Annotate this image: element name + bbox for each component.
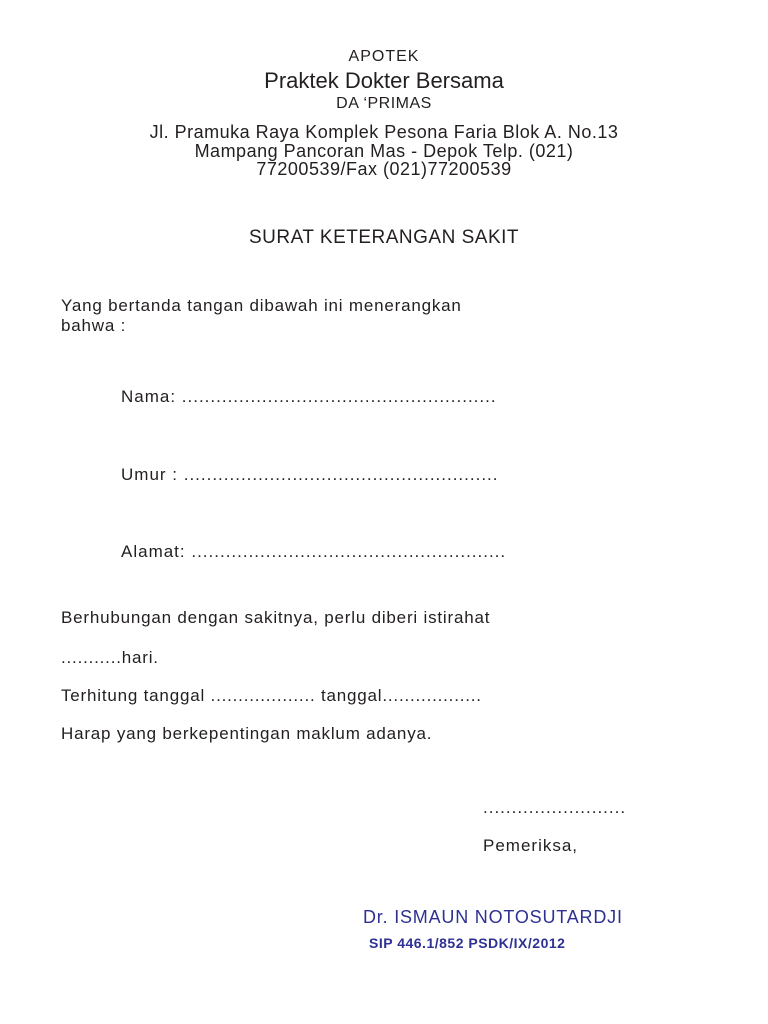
closing-statement: Harap yang berkepentingan maklum adanya. — [61, 724, 433, 743]
doctor-name: Dr. ISMAUN NOTOSUTARDJI — [363, 907, 623, 927]
signature-role: Pemeriksa, — [483, 836, 579, 855]
pharmacy-label: APOTEK — [348, 48, 420, 65]
address-line-3: 77200539/Fax (021)77200539 — [256, 159, 512, 179]
intro-line-2: bahwa : — [61, 316, 127, 335]
rest-statement: Berhubungan dengan sakitnya, perlu diberi istirahat — [61, 608, 491, 627]
field-nama: Nama: ....................................................... — [121, 387, 497, 406]
doctor-sip: SIP 446.1/852 PSDK/IX/2012 — [369, 935, 566, 951]
intro-line-1: Yang bertanda tangan dibawah ini menerangkan — [61, 296, 462, 315]
clinic-name: Praktek Dokter Bersama — [264, 68, 504, 93]
field-umur: Umur : ....................................................... — [121, 465, 499, 484]
date-range: Terhitung tanggal ................... tanggal.................. — [61, 686, 482, 705]
document-title: SURAT KETERANGAN SAKIT — [248, 227, 519, 248]
address-line-1: Jl. Pramuka Raya Komplek Pesona Faria Blok A. No.13 — [149, 122, 619, 142]
signature-date-line: ......................... — [483, 798, 627, 817]
rest-days: ...........hari. — [61, 648, 159, 667]
address-line-2: Mampang Pancoran Mas - Depok Telp. (021) — [194, 141, 574, 161]
field-alamat: Alamat: ....................................................... — [121, 542, 507, 561]
clinic-subtitle: DA ‘PRIMAS — [336, 95, 432, 112]
